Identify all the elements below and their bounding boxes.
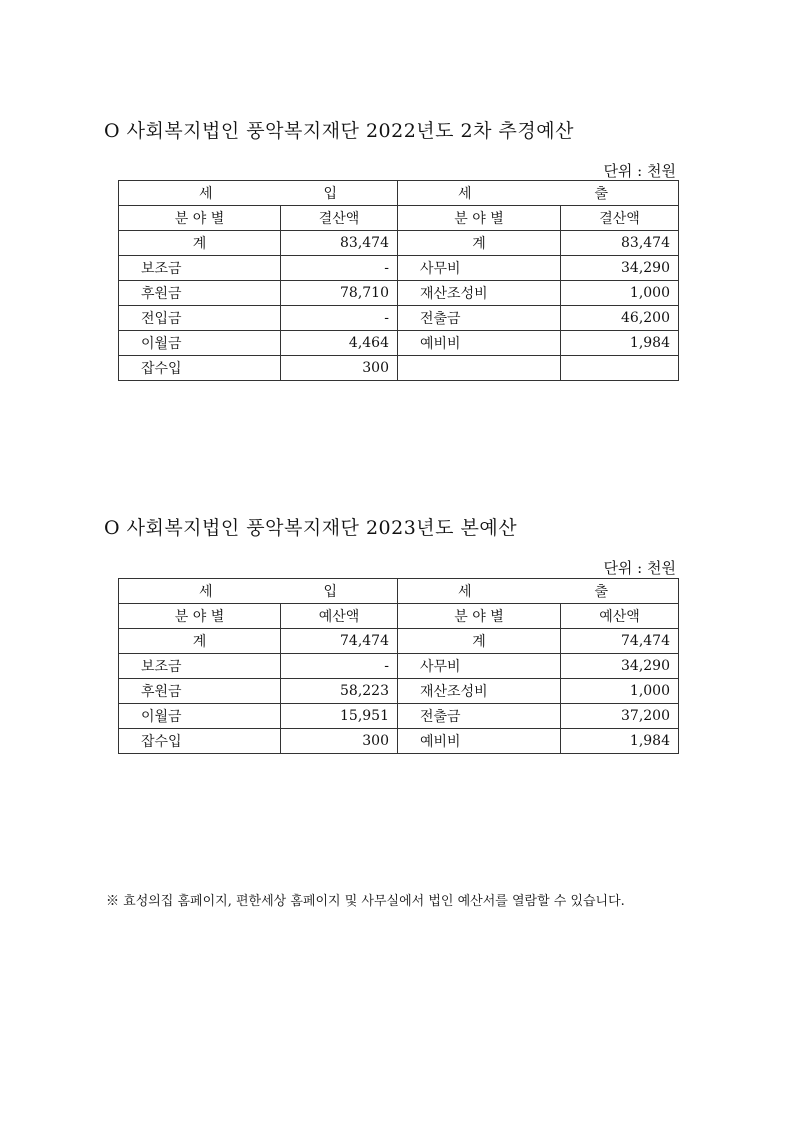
expense-label: 계	[398, 231, 561, 256]
income-value: 15,951	[281, 704, 398, 729]
income-value: -	[281, 306, 398, 331]
table-row	[119, 306, 679, 331]
expense-label: 예비비	[398, 729, 561, 754]
section2-title: O 사회복지법인 풍악복지재단 2023년도 본예산	[104, 517, 518, 539]
income-label: 보조금	[119, 256, 281, 281]
income-header: 세 입	[119, 579, 398, 604]
income-value: 300	[281, 356, 398, 381]
table-row	[119, 331, 679, 356]
section2-budget-table	[118, 578, 679, 754]
footer-note: ※ 효성의집 홈페이지, 편한세상 홈페이지 및 사무실에서 법인 예산서를 열람할 수 있습니다.	[106, 894, 625, 909]
section1-budget-table	[118, 180, 679, 381]
expense-value: 1,984	[561, 729, 679, 754]
income-label: 이월금	[119, 704, 281, 729]
table-row	[119, 356, 679, 381]
expense-value: 46,200	[561, 306, 679, 331]
income-label: 보조금	[119, 654, 281, 679]
expense-header: 세 출	[398, 579, 679, 604]
table-row	[119, 729, 679, 754]
expense-value	[561, 356, 679, 381]
expense-label: 계	[398, 629, 561, 654]
section1-title: O 사회복지법인 풍악복지재단 2022년도 2차 추경예산	[104, 120, 574, 142]
income-value: 300	[281, 729, 398, 754]
table-header-row	[119, 579, 679, 604]
expense-label: 전출금	[398, 306, 561, 331]
table-header-row	[119, 181, 679, 206]
section2-unit-label: 단위 : 천원	[603, 559, 676, 577]
expense-label: 재산조성비	[398, 281, 561, 306]
income-value: 74,474	[281, 629, 398, 654]
income-label: 잡수입	[119, 356, 281, 381]
col-category: 분 야 별	[119, 604, 281, 629]
income-label: 이월금	[119, 331, 281, 356]
income-label: 전입금	[119, 306, 281, 331]
col-category: 분 야 별	[398, 604, 561, 629]
table-row	[119, 654, 679, 679]
col-amount: 예산액	[281, 604, 398, 629]
income-value: 58,223	[281, 679, 398, 704]
income-label: 후원금	[119, 281, 281, 306]
col-amount: 결산액	[561, 206, 679, 231]
col-category: 분 야 별	[398, 206, 561, 231]
income-label: 계	[119, 629, 281, 654]
income-value: -	[281, 654, 398, 679]
table-subheader-row	[119, 604, 679, 629]
expense-label: 사무비	[398, 654, 561, 679]
expense-label	[398, 356, 561, 381]
expense-value: 37,200	[561, 704, 679, 729]
income-label: 후원금	[119, 679, 281, 704]
income-value: 78,710	[281, 281, 398, 306]
table-row	[119, 704, 679, 729]
col-category: 분 야 별	[119, 206, 281, 231]
section1-unit-label: 단위 : 천원	[603, 162, 676, 180]
table-subheader-row	[119, 206, 679, 231]
expense-label: 사무비	[398, 256, 561, 281]
table-row	[119, 281, 679, 306]
expense-header: 세 출	[398, 181, 679, 206]
income-value: 83,474	[281, 231, 398, 256]
expense-label: 전출금	[398, 704, 561, 729]
table-row	[119, 629, 679, 654]
expense-value: 1,000	[561, 679, 679, 704]
income-label: 잡수입	[119, 729, 281, 754]
table-row	[119, 256, 679, 281]
income-value: -	[281, 256, 398, 281]
expense-value: 34,290	[561, 654, 679, 679]
table-row	[119, 231, 679, 256]
expense-value: 34,290	[561, 256, 679, 281]
table-row	[119, 679, 679, 704]
expense-value: 83,474	[561, 231, 679, 256]
col-amount: 결산액	[281, 206, 398, 231]
income-label: 계	[119, 231, 281, 256]
income-header: 세 입	[119, 181, 398, 206]
expense-label: 재산조성비	[398, 679, 561, 704]
expense-value: 1,000	[561, 281, 679, 306]
col-amount: 예산액	[561, 604, 679, 629]
income-value: 4,464	[281, 331, 398, 356]
expense-value: 74,474	[561, 629, 679, 654]
expense-value: 1,984	[561, 331, 679, 356]
expense-label: 예비비	[398, 331, 561, 356]
